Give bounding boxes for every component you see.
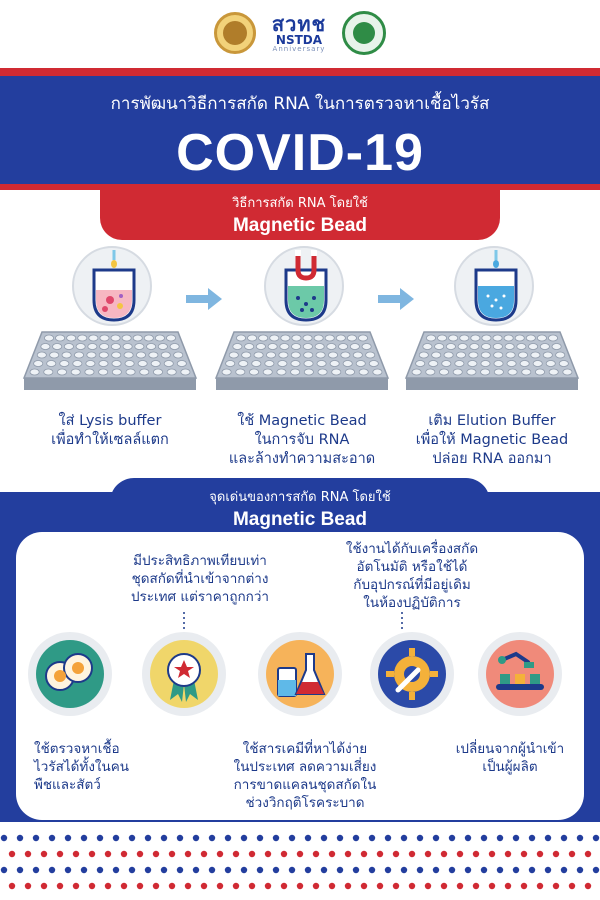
feature-efficiency-line2: ชุดสกัดที่นำเข้าจากต่าง [131, 571, 269, 587]
mahidol-seal-logo [214, 12, 256, 54]
header-logos [0, 8, 600, 58]
nstda-logo-latin: NSTDA [275, 32, 323, 47]
lab-flask-icon [258, 632, 342, 716]
robot-arm-factory-icon [478, 632, 562, 716]
method-heading-line2: Magnetic Bead [232, 215, 368, 236]
feature-detect-line2: ไวรัสได้ทั้งในคน [34, 759, 129, 775]
step-magnetic-line2: ในการจับ RNA [254, 432, 350, 448]
egg-culture-icon [28, 632, 112, 716]
nstda-logo-anniversary: Anniversary [272, 44, 326, 53]
elution-tube-icon [454, 246, 534, 326]
feature-compatible-line4: ในห้องปฏิบัติการ [363, 595, 461, 611]
highlights-heading [110, 478, 490, 538]
feature-detect-line1: ใช้ตรวจหาเชื้อ [34, 741, 120, 757]
feature-compatible-line1: ใช้งานได้กับเครื่องสกัด [345, 541, 479, 557]
step-magnetic [212, 240, 392, 480]
step-elution-line2: เพื่อให้ Magnetic Bead [415, 432, 569, 448]
step-magnetic-text [212, 412, 392, 469]
step-elution-line1: เติม Elution Buffer [428, 413, 556, 429]
step-lysis-text [20, 412, 200, 450]
dot-pattern-footer [0, 828, 600, 900]
feature-producer-line1: เปลี่ยนจากผู้นำเข้า [455, 741, 565, 757]
dmsc-logo [342, 11, 386, 55]
well-plate-icon [402, 328, 582, 396]
step-magnetic-line1: ใช้ Magnetic Bead [237, 413, 367, 429]
feature-efficiency-line3: ประเทศ แต่ราคาถูกกว่า [130, 589, 270, 605]
title-subtitle: การพัฒนาวิธีการสกัด RNA ในการตรวจหาเชื้อไวรัส [110, 94, 490, 114]
feature-compatible-line2: อัตโนมัติ หรือใช้ได้ [356, 559, 468, 575]
step-elution-line3: ปล่อย RNA ออกมา [432, 451, 552, 467]
nstda-logo-thai: สวทช [271, 11, 327, 36]
title-main: COVID-19 [176, 124, 424, 182]
feature-producer-line2: เป็นผู้ผลิต [482, 759, 538, 775]
feature-detect-line3: พืชและสัตว์ [34, 777, 101, 793]
feature-efficiency-line1: มีประสิทธิภาพเทียบเท่า [133, 553, 267, 569]
step-lysis-line2: เพื่อทำให้เซลล์แตก [51, 432, 169, 448]
step-elution [402, 240, 582, 480]
highlights-heading-line1: จุดเด่นของการสกัด RNA โดยใช้ [209, 490, 391, 505]
feature-compatible-line3: กับอุปกรณ์ที่มีอยู่เดิม [353, 577, 471, 593]
feature-local-line4: ช่วงวิกฤติโรคระบาด [245, 795, 365, 811]
step-elution-text [402, 412, 582, 469]
feature-producer [440, 740, 580, 776]
nstda-logo [271, 11, 327, 53]
step-lysis [20, 240, 200, 480]
connector-lines [0, 600, 600, 636]
highlights-heading-line2: Magnetic Bead [232, 509, 368, 530]
feature-detect [34, 740, 164, 794]
award-ribbon-icon [142, 632, 226, 716]
method-heading [100, 186, 500, 240]
feature-local-line1: ใช้สารเคมีที่หาได้ง่าย [242, 741, 368, 757]
feature-local-line2: ในประเทศ ลดความเสี่ยง [233, 759, 377, 775]
lysis-tube-icon [72, 246, 152, 326]
title-band [0, 76, 600, 184]
well-plate-icon [212, 328, 392, 396]
feature-efficiency [110, 552, 290, 606]
step-magnetic-line3: และล้างทำความสะอาด [228, 451, 376, 467]
gear-wrench-icon [370, 632, 454, 716]
magnet-tube-icon [264, 246, 344, 326]
well-plate-icon [20, 328, 200, 396]
feature-local-line3: การขาดแคลนชุดสกัดใน [233, 777, 377, 793]
red-stripe-top [0, 68, 600, 76]
feature-local [205, 740, 405, 812]
step-lysis-line1: ใส่ Lysis buffer [58, 413, 162, 429]
method-heading-line1: วิธีการสกัด RNA โดยใช้ [232, 196, 368, 211]
